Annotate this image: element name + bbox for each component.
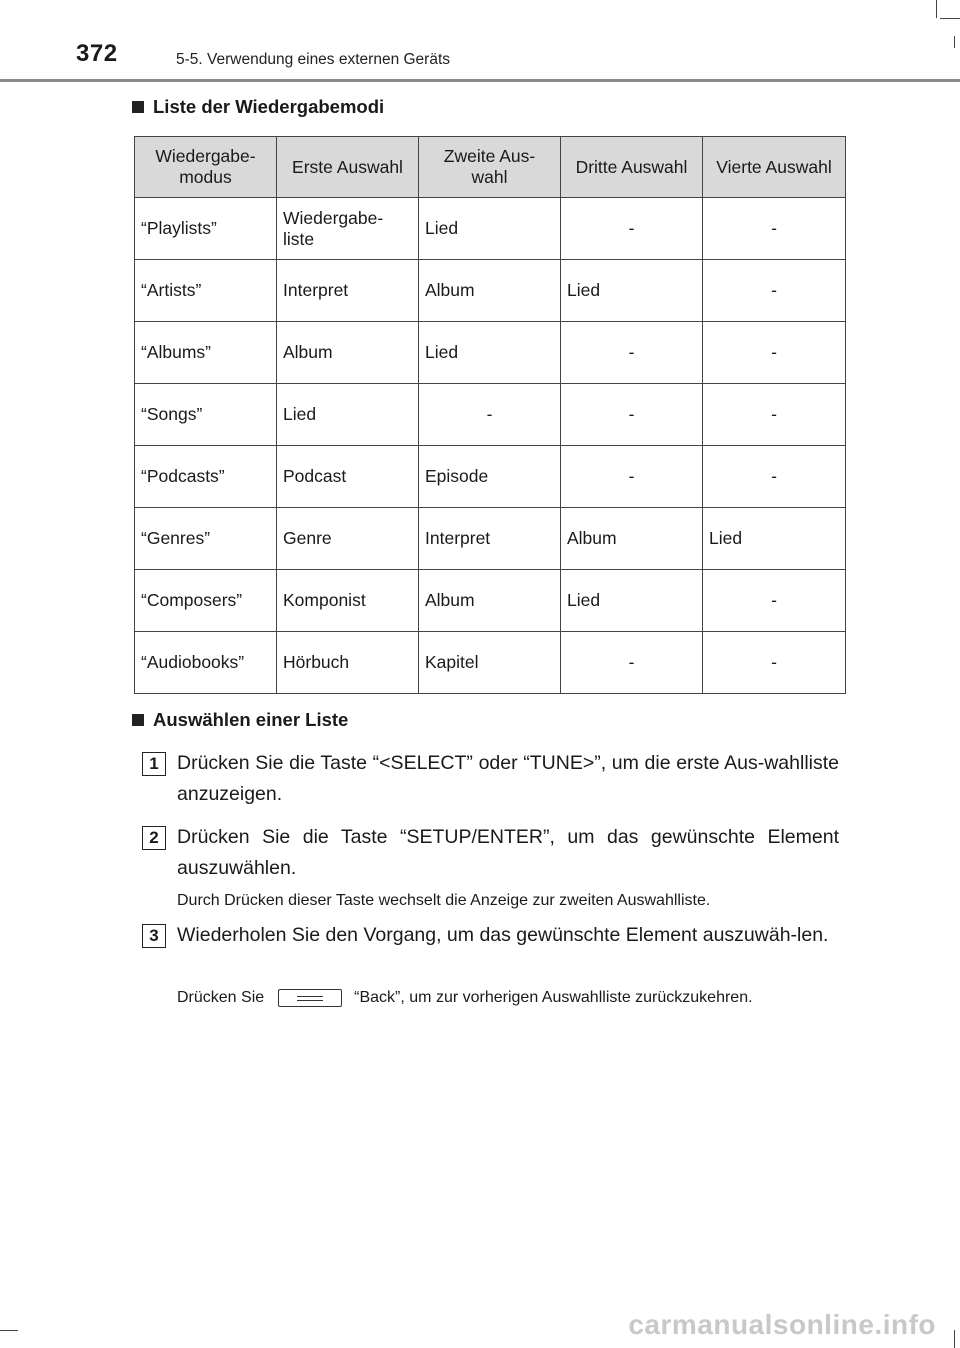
table-cell: Album (561, 508, 703, 570)
table-cell: Lied (277, 384, 419, 446)
step-number: 1 (142, 752, 166, 776)
table-cell: Album (277, 322, 419, 384)
table-cell: - (703, 570, 846, 632)
table-cell: “Podcasts” (135, 446, 277, 508)
crop-mark (954, 36, 955, 48)
section-heading-modes (132, 96, 384, 118)
table-cell: - (561, 632, 703, 694)
table-cell: Interpret (277, 260, 419, 322)
table-cell: Wiedergabe- liste (277, 198, 419, 260)
table-cell: “Genres” (135, 508, 277, 570)
table-row (135, 570, 846, 632)
square-bullet-icon (132, 101, 144, 113)
table-cell: Komponist (277, 570, 419, 632)
table-cell: Lied (419, 322, 561, 384)
table-cell: “Playlists” (135, 198, 277, 260)
watermark: carmanualsonline.info (628, 1309, 936, 1340)
step-note: Durch Drücken dieser Taste wechselt die Anzeige zur zweiten Auswahlliste. (177, 892, 711, 909)
table-cell: “Albums” (135, 322, 277, 384)
back-button-icon (278, 989, 342, 1007)
table-cell: - (561, 384, 703, 446)
table-cell: Interpret (419, 508, 561, 570)
table-cell: - (703, 198, 846, 260)
step-number: 2 (142, 826, 166, 850)
table-row (135, 322, 846, 384)
table-cell: “Audiobooks” (135, 632, 277, 694)
table-cell: “Composers” (135, 570, 277, 632)
table-cell: Lied (419, 198, 561, 260)
step-text: Drücken Sie die Taste “SETUP/ENTER”, um das gewünschte Element auszuwählen. (177, 826, 839, 879)
column-header: Zweite Aus- wahl (419, 137, 561, 198)
crop-mark (936, 0, 937, 18)
table-cell: Lied (703, 508, 846, 570)
table-row (135, 632, 846, 694)
header-rule (0, 79, 960, 82)
table-cell: Podcast (277, 446, 419, 508)
page-number: 372 (76, 40, 118, 67)
table-cell: “Songs” (135, 384, 277, 446)
table-cell: - (561, 322, 703, 384)
step-text: Drücken Sie die Taste “<SELECT” oder “TUNE>”, um die erste Aus-wahlliste anzuzeigen. (177, 752, 839, 805)
column-header: Dritte Auswahl (561, 137, 703, 198)
table-row (135, 508, 846, 570)
table-row (135, 260, 846, 322)
table-row (135, 446, 846, 508)
section-heading-text: Auswählen einer Liste (153, 709, 349, 730)
table-cell: - (703, 632, 846, 694)
section-heading-text: Liste der Wiedergabemodi (153, 96, 385, 117)
section-heading-select-list (132, 709, 348, 731)
note-text-after: “Back”, um zur vorherigen Auswahlliste zurückzukehren. (354, 989, 753, 1006)
crop-mark (954, 1330, 955, 1348)
column-header: Wiedergabe- modus (135, 137, 277, 198)
table-header-row (135, 137, 846, 198)
step-text: Wiederholen Sie den Vorgang, um das gewünschte Element auszuwäh-len. (177, 924, 829, 946)
table-cell: Album (419, 570, 561, 632)
table-row (135, 198, 846, 260)
table-cell: - (703, 446, 846, 508)
chapter-title: 5-5. Verwendung eines externen Geräts (176, 51, 451, 68)
table-body (135, 198, 846, 694)
table-cell: - (703, 322, 846, 384)
table-cell: Hörbuch (277, 632, 419, 694)
table-cell: Genre (277, 508, 419, 570)
crop-mark (940, 18, 960, 19)
step-number: 3 (142, 924, 166, 948)
table-cell: - (703, 260, 846, 322)
table-cell: Episode (419, 446, 561, 508)
playback-modes-table (134, 136, 846, 694)
table-cell: “Artists” (135, 260, 277, 322)
table-cell: Lied (561, 260, 703, 322)
step-note (177, 987, 839, 1009)
note-text-before: Drücken Sie (177, 989, 265, 1006)
table-cell: - (561, 446, 703, 508)
table-cell: - (703, 384, 846, 446)
table-cell: Lied (561, 570, 703, 632)
table-cell: Kapitel (419, 632, 561, 694)
table-cell: - (561, 198, 703, 260)
column-header: Vierte Auswahl (703, 137, 846, 198)
table-cell: Album (419, 260, 561, 322)
crop-mark (0, 1330, 18, 1331)
column-header: Erste Auswahl (277, 137, 419, 198)
square-bullet-icon (132, 714, 144, 726)
table-row (135, 384, 846, 446)
table-cell: - (419, 384, 561, 446)
